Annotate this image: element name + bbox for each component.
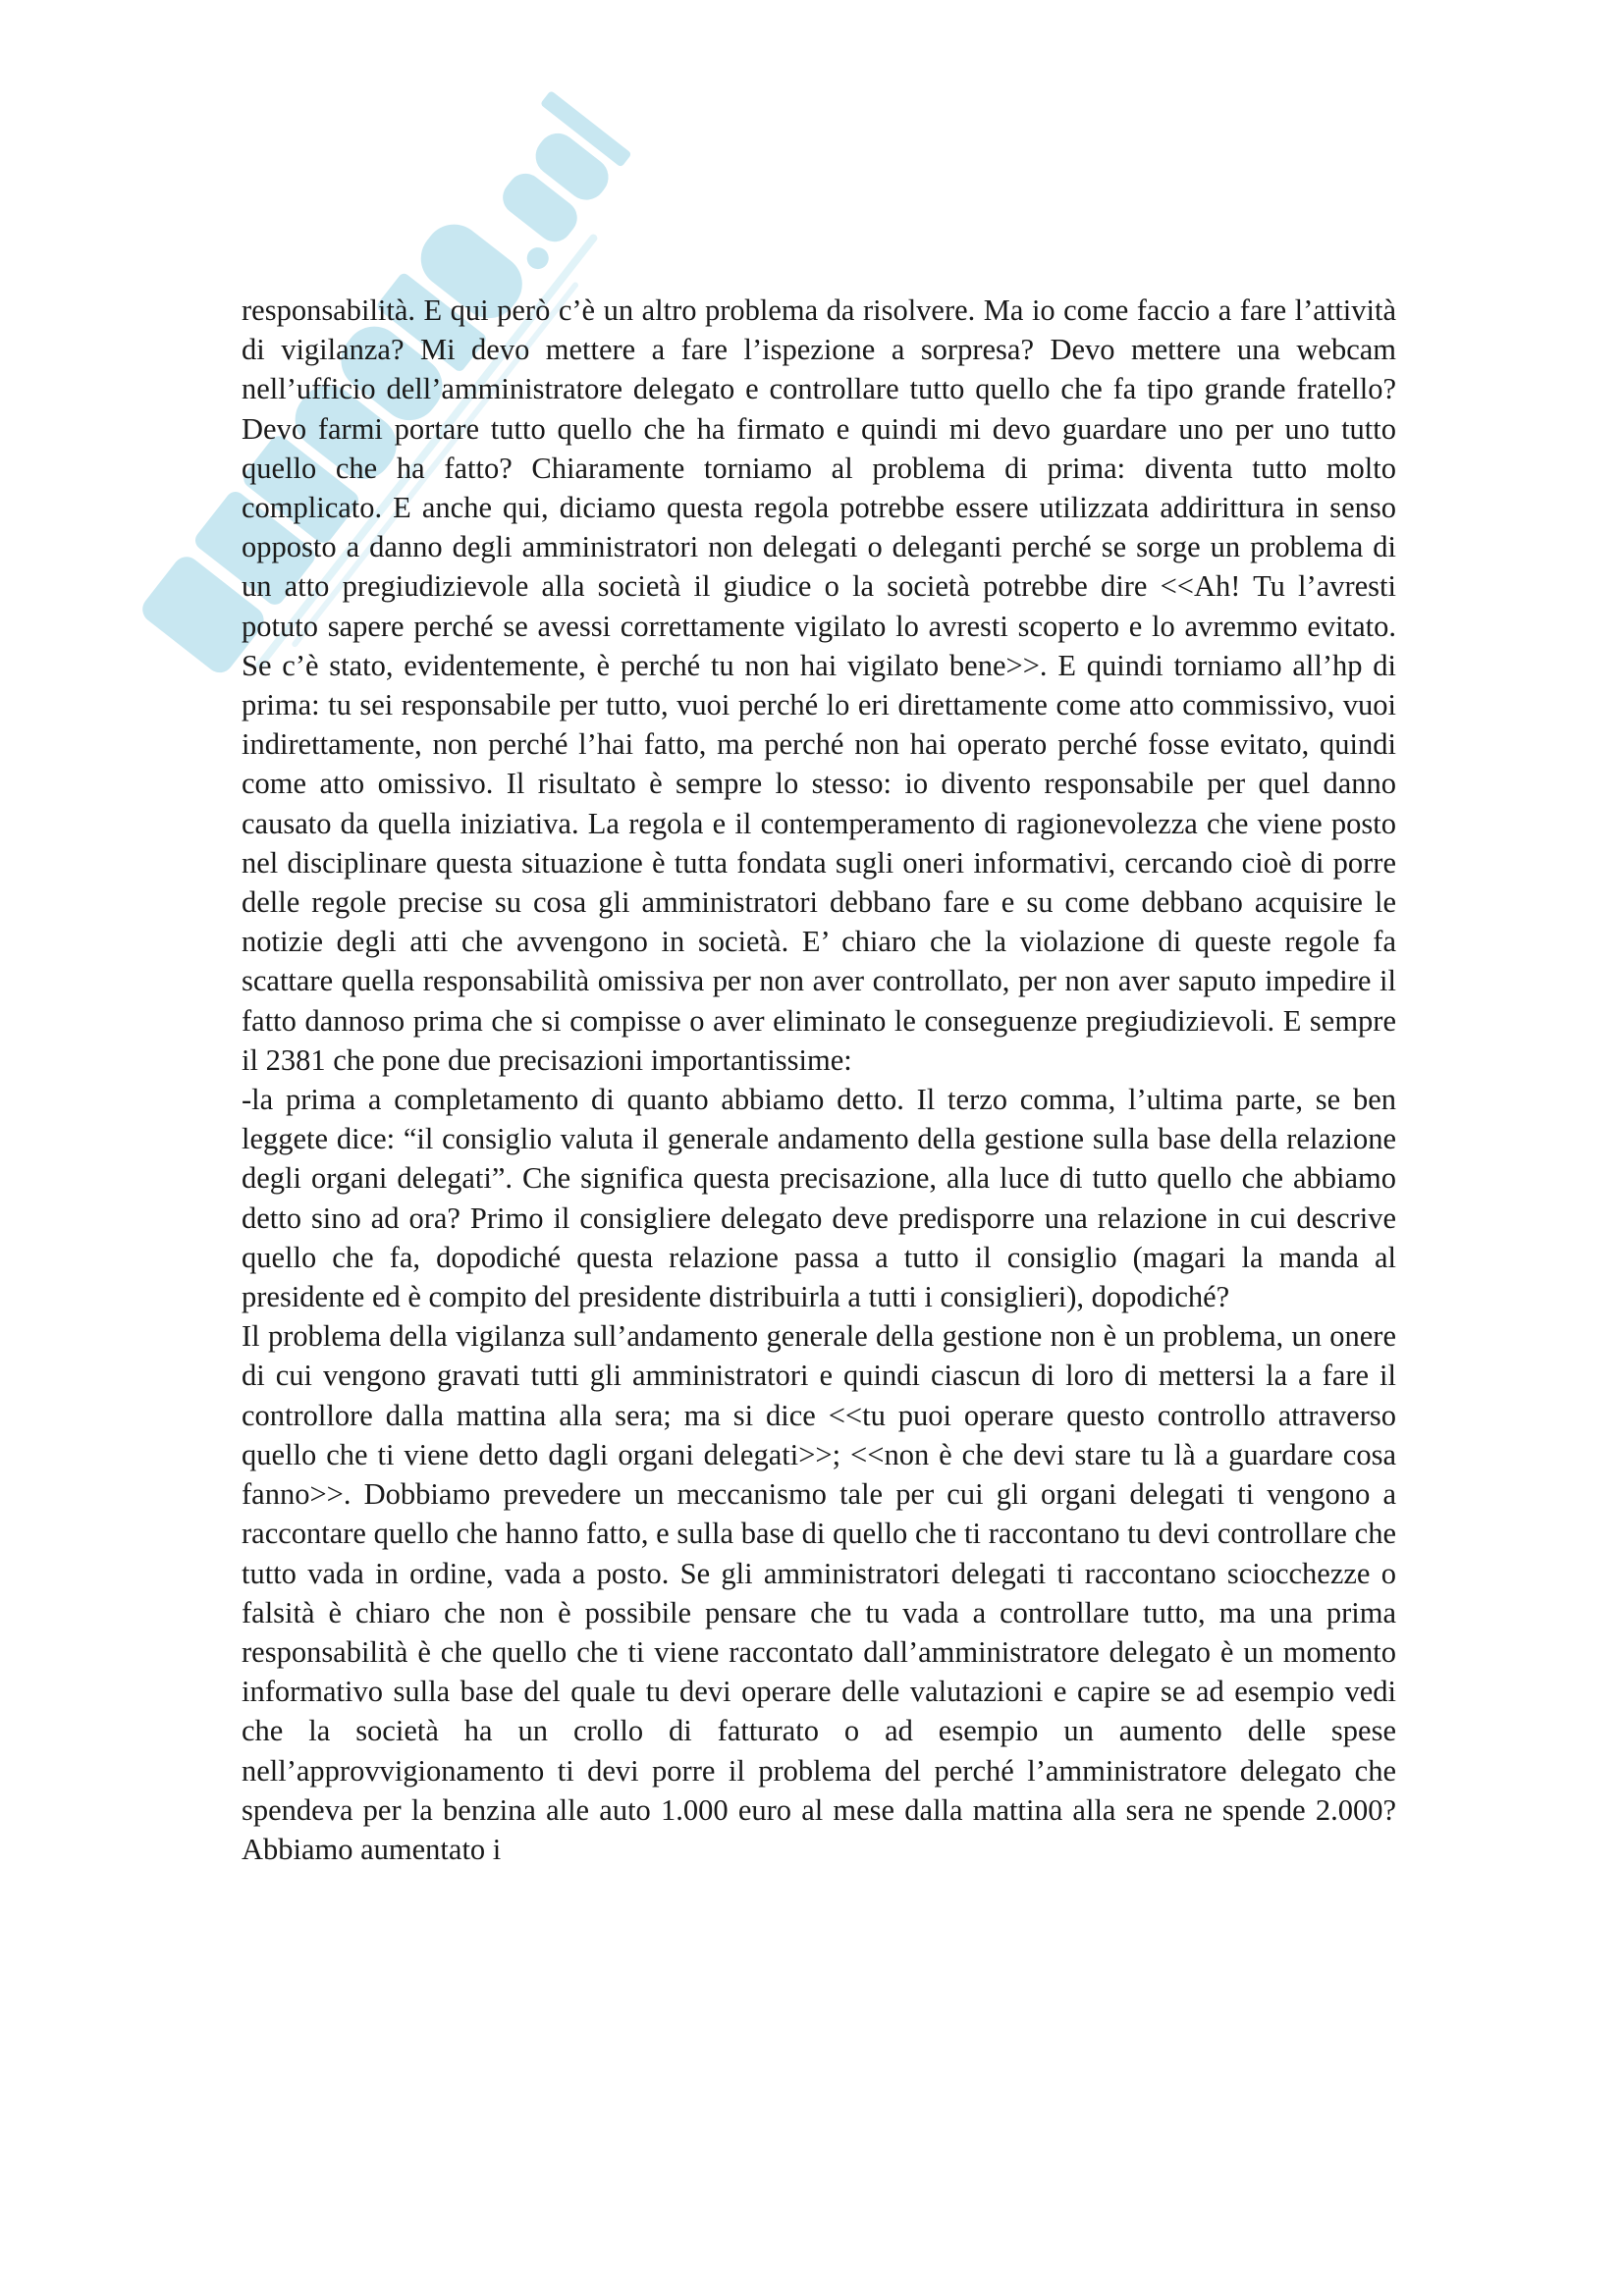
paragraph-2: -la prima a completamento di quanto abbiamo detto. Il terzo comma, l’ultima parte, se ben leggete dice: “il consiglio valuta il generale andamento della gestione sulla base della relazione degli organi delegati”. Che significa questa precisazione, alla luce di tutto quello che abbiamo detto sino ad ora? Primo il consigliere delegato deve predisporre una relazione in cui descrive quello che fa, dopodiché questa relazione passa a tutto il consiglio (magari la manda al presidente ed è compito del presidente distribuirla a tutti i consiglieri), dopodiché? xyxy=(242,1083,1396,1314)
text-body xyxy=(242,291,1396,1869)
paragraph-1: responsabilità. E qui però c’è un altro problema da risolvere. Ma io come faccio a fare l’attività di vigilanza? Mi devo mettere a fare l’ispezione a sorpresa? Devo mettere una webcam nell’ufficio dell’amministratore delegato e controllare tutto quello che fa tipo grande fratello? Devo farmi portare tutto quello che ha firmato e quindi mi devo guardare uno per uno tutto quello che ha fatto? Chiaramente torniamo al problema di prima: diventa tutto molto complicato. E anche qui, diciamo questa regola potrebbe essere utilizzata addirittura in senso opposto a danno degli amministratori non delegati o deleganti perché se sorge un problema di un atto pregiudizievole alla società il giudice o la società potrebbe dire <<Ah! Tu l’avresti potuto sapere perché se avessi correttamente vigilato lo avresti scoperto e lo avremmo evitato. Se c’è stato, evidentemente, è perché tu non hai vigilato bene>>. E quindi torniamo all’hp di prima: tu sei responsabile per tutto, vuoi perché lo eri direttamente come atto commissivo, vuoi indirettamente, non perché l’hai fatto, ma perché non hai operato perché fosse evitato, quindi come atto omissivo. Il risultato è sempre lo stesso: io divento responsabile per quel danno causato da quella iniziativa. La regola e il contemperamento di ragionevolezza che viene posto nel disciplinare questa situazione è tutta fondata sugli oneri informativi, cercando cioè di porre delle regole precise su cosa gli amministratori debbano fare e su come debbano acquisire le notizie degli atti che avvengono in società. E’ chiaro che la violazione di queste regole fa scattare quella responsabilità omissiva per non aver controllato, per non aver saputo impedire il fatto dannoso prima che si compisse o aver eliminato le conseguenze pregiudizievoli. E sempre il 2381 che pone due precisazioni importantissime: xyxy=(242,294,1396,1077)
paragraph-3: Il problema della vigilanza sull’andamento generale della gestione non è un problema, un onere di cui vengono gravati tutti gli amministratori e quindi ciascun di loro di mettersi la a fare il controllore dalla mattina alla sera; ma si dice <<tu puoi operare questo controllo attraverso quello che ti viene detto dagli organi delegati>>; <<non è che devi stare tu là a guardare cosa fanno>>. Dobbiamo prevedere un meccanismo tale per cui gli organi delegati ti vengono a raccontare quello che hanno fatto, e sulla base di quello che ti raccontano tu devi controllare che tutto vada in ordine, vada a posto. Se gli amministratori delegati ti raccontano sciocchezze o falsità è chiaro che non è possibile pensare che tu vada a controllare tutto, ma una prima responsabilità è che quello che ti viene raccontato dall’amministratore delegato è un momento informativo sulla base del quale tu devi operare delle valutazioni e capire se ad esempio vedi che la società ha un crollo di fatturato o ad esempio un aumento delle spese nell’approvvigionamento ti devi porre il problema del perché l’amministratore delegato che spendeva per la benzina alle auto 1.000 euro al mese dalla mattina alla sera ne spende 2.000? Abbiamo aumentato i xyxy=(242,1319,1396,1866)
